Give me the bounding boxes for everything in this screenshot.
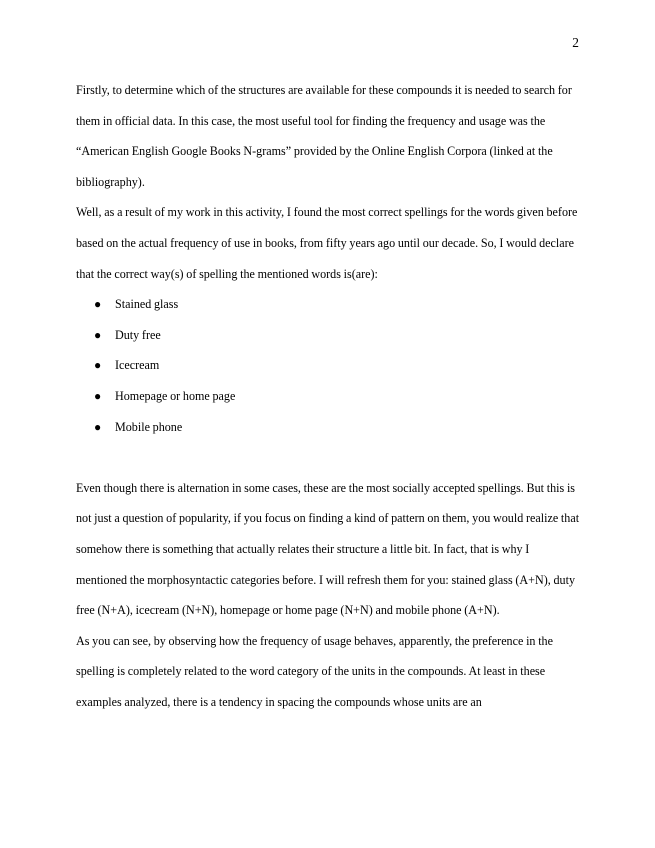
- list-item-text: Stained glass: [115, 297, 179, 312]
- bullet-icon: ●: [94, 327, 102, 342]
- list-item-text: Homepage or home page: [115, 388, 236, 403]
- page-number: 2: [572, 35, 579, 50]
- bullet-icon: ●: [94, 297, 102, 312]
- list-item: [76, 289, 581, 320]
- paragraph-results: Well, as a result of my work in this activity, I found the most correct spellings for the words given before based on the actual frequency of use in books, from fifty years ago until our decade. So, I would declare that the correct way(s) of spelling the mentioned words is(are):: [76, 205, 578, 281]
- paragraph-conclusion: As you can see, by observing how the frequency of usage behaves, apparently, the preference in the spelling is completely related to the word category of the units in the compounds. At least in these examples analyzed, there is a tendency in spacing the compounds whose units are an: [76, 633, 553, 709]
- list-item-text: Duty free: [115, 327, 161, 342]
- list-item: [76, 320, 581, 351]
- paragraph-analysis: Even though there is alternation in some cases, these are the most socially accepted spellings. But this is not just a question of popularity, if you focus on finding a kind of pattern on them, you would realize that somehow there is something that actually relates their structure a little bit. In fact, that is why I mentioned the morphosyntactic categories before. I will refresh them for you: stained glass (A+N), duty free (N+A), icecream (N+N), homepage or home page (N+N) and mobile phone (A+N).: [76, 480, 580, 618]
- bullet-icon: ●: [94, 419, 102, 434]
- document-body: [76, 75, 581, 717]
- list-item-text: Icecream: [115, 358, 160, 373]
- bullet-icon: ●: [94, 388, 102, 403]
- bullet-icon: ●: [94, 358, 102, 373]
- list-item: [76, 350, 581, 381]
- list-item-text: Mobile phone: [115, 419, 183, 434]
- list-item: [76, 381, 581, 412]
- blank-line: [76, 442, 581, 473]
- spelling-list: [76, 289, 581, 442]
- list-item: [76, 412, 581, 443]
- paragraph-intro: Firstly, to determine which of the structures are available for these compounds it is needed to search for them in official data. In this case, the most useful tool for finding the frequency and usage was the “American English Google Books N-grams” provided by the Online English Corpora (linked at the bibliography).: [76, 83, 572, 189]
